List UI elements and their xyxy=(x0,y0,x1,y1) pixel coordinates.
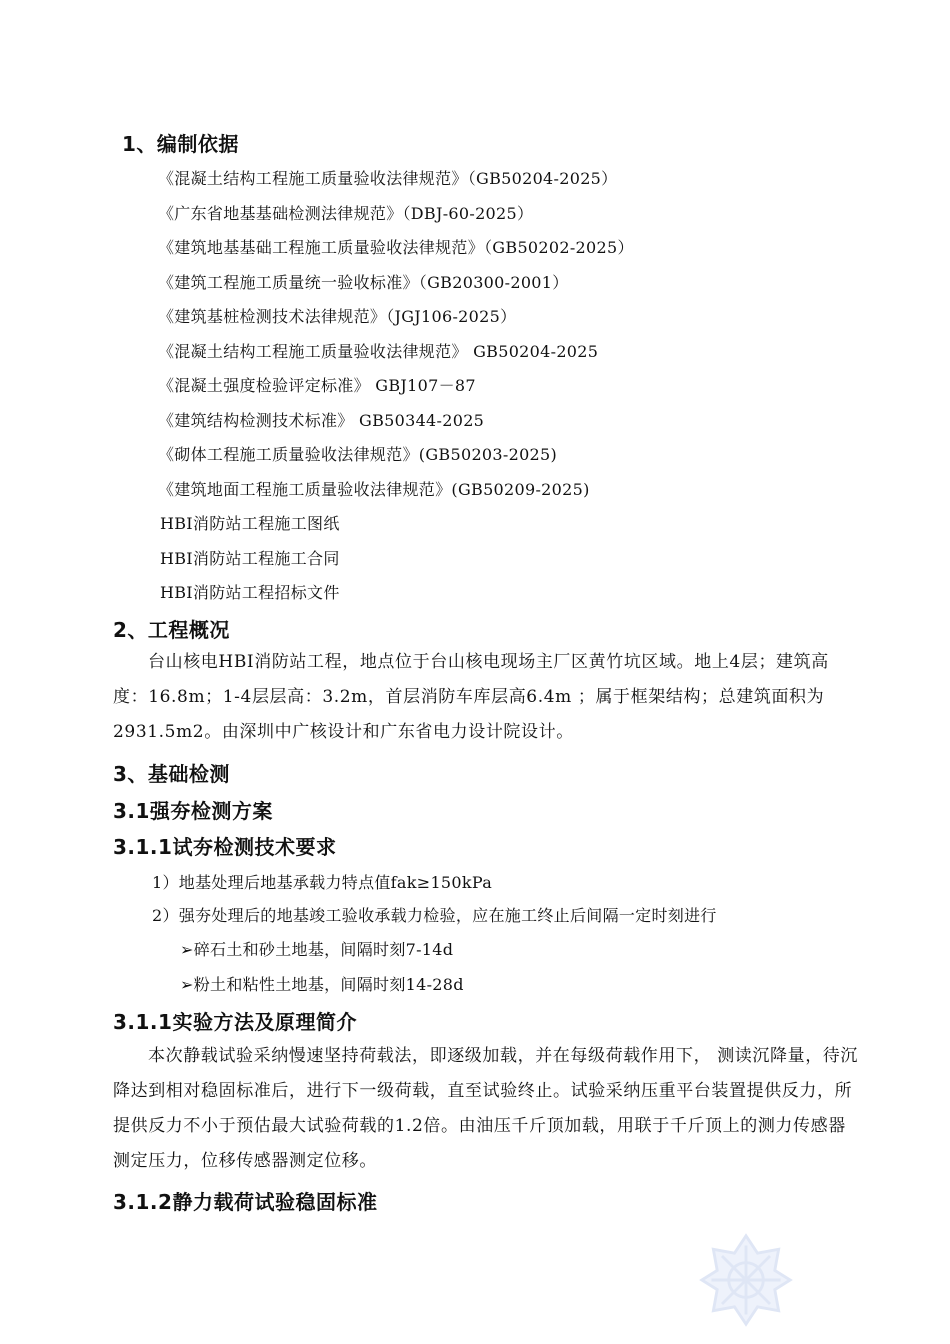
bullet-text: 碎石土和砂土地基，间隔时刻7-14d xyxy=(193,940,454,959)
reference-item: 《建筑地基基础工程施工质量验收法律规范》（GB50202-2025） xyxy=(158,238,634,257)
section-3-heading: 3、基础检测 xyxy=(113,762,230,786)
project-overview-paragraph: 台山核电HBI消防站工程，地点位于台山核电现场主厂区黄竹坑区域。地上4层；建筑高度：16.8m；1-4层层高：3.2m，首层消防车库层高6.4m ；属于框架结构；总建筑面积为2931.5m2。由深圳中广核设计和广东省电力设计院设计。 xyxy=(113,652,829,742)
arrow-bullet-icon: ➢ xyxy=(180,975,194,994)
requirement-item: 2）强夯处理后的地基竣工验收承载力检验，应在施工终止后间隔一定时刻进行 xyxy=(152,906,717,925)
reference-item: 《砌体工程施工质量验收法律规范》(GB50203-2025) xyxy=(158,445,558,464)
reference-item: 《建筑工程施工质量统一验收标准》（GB20300-2001） xyxy=(158,273,569,292)
reference-item: 《建筑结构检测技术标准》 GB50344-2025 xyxy=(158,411,485,430)
section-3-1-1-method-heading: 3.1.1实验方法及原理简介 xyxy=(113,1010,357,1034)
section-3-1-1-heading: 3.1.1试夯检测技术要求 xyxy=(113,835,337,859)
reference-item: 《混凝土结构工程施工质量验收法律规范》 GB50204-2025 xyxy=(158,342,599,361)
method-paragraph: 本次静载试验采纳慢速坚持荷载法，即逐级加载，并在每级荷载作用下， 测读沉降量，待沉降达到相对稳固标准后，进行下一级荷载，直至试验终止。试验采纳压重平台装置提供反力，所提供反力不小于预估最大试验荷载的1.2倍。由油压千斤顶加载，用联于千斤顶上的测力传感器测定压力，位移传感器测定位移。 xyxy=(113,1046,859,1171)
reference-item: 《混凝土强度检验评定标准》 GBJ107－87 xyxy=(158,376,476,395)
reference-item: HBI消防站工程施工图纸 xyxy=(160,514,340,533)
bullet-item xyxy=(180,972,464,995)
reference-item: 《混凝土结构工程施工质量验收法律规范》（GB50204-2025） xyxy=(158,169,618,188)
section-2-heading: 2、工程概况 xyxy=(113,618,230,642)
arrow-bullet-icon: ➢ xyxy=(180,940,194,959)
reference-item: HBI消防站工程招标文件 xyxy=(160,583,340,602)
bullet-item xyxy=(180,937,453,960)
section-3-1-2-heading: 3.1.2静力载荷试验稳固标准 xyxy=(113,1190,378,1214)
reference-item: 《广东省地基基础检测法律规范》（DBJ-60-2025） xyxy=(158,204,534,223)
reference-item: HBI消防站工程施工合同 xyxy=(160,549,340,568)
bullet-text: 粉土和粘性土地基，间隔时刻14-28d xyxy=(193,975,464,994)
section-3-1-heading: 3.1强夯检测方案 xyxy=(113,799,273,823)
reference-item: 《建筑地面工程施工质量验收法律规范》(GB50209-2025) xyxy=(158,480,590,499)
section-1-heading: 1、编制依据 xyxy=(122,132,239,156)
snowflake-watermark-icon xyxy=(698,1232,794,1328)
reference-item: 《建筑基桩检测技术法律规范》（JGJ106-2025） xyxy=(158,307,517,326)
requirement-item: 1）地基处理后地基承载力特点值fak≥150kPa xyxy=(152,873,493,892)
